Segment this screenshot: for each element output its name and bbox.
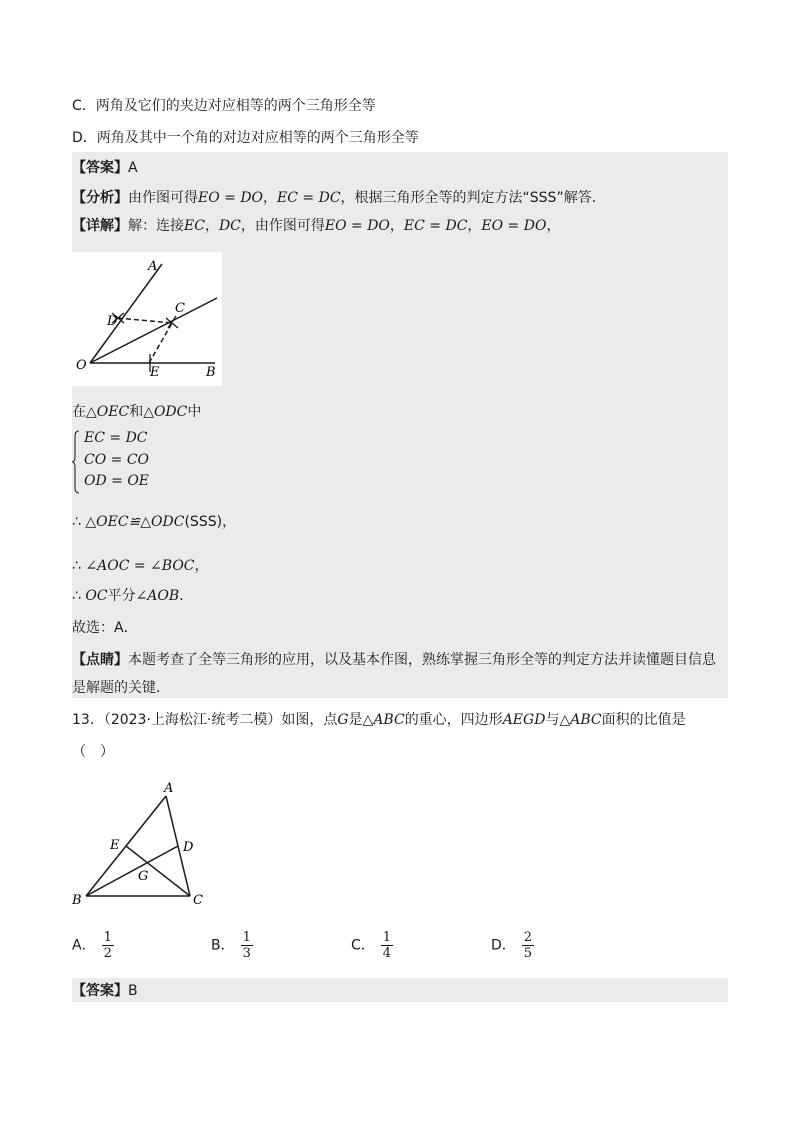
answer-value: A: [128, 160, 138, 176]
option-label: C．: [351, 937, 375, 954]
quad-aegd: AEGD: [502, 712, 546, 728]
detail-tag: 【详解】: [72, 218, 128, 234]
angle-aob: ∠AOB: [135, 588, 180, 604]
eq-eo-do: EO = DO: [481, 218, 547, 234]
ray-oc: [90, 298, 217, 363]
eq-ec-dc: EC = DC: [403, 218, 468, 234]
denominator: 2: [103, 946, 112, 961]
numerator: 1: [382, 930, 392, 945]
fraction: [522, 930, 534, 961]
therefore-symbol: ∴: [72, 558, 81, 574]
comment-tag: 【点睛】: [72, 652, 128, 668]
q12-comment-line-2: 是解题的关键．: [72, 680, 170, 696]
q12-bisector-line: [72, 586, 193, 606]
eq-eo-do: EO = DO: [198, 190, 264, 206]
centroid-figure: [72, 776, 212, 910]
option-label: B．: [211, 937, 235, 954]
q13-option-b[interactable]: [211, 930, 253, 961]
label-d: D: [183, 840, 194, 855]
therefore-symbol: ∴: [72, 588, 81, 604]
triangle-oec: △OEC: [86, 404, 130, 420]
label-e: E: [110, 838, 120, 853]
question-number: 13．: [72, 712, 104, 728]
stem-text-1: 如图，点: [281, 712, 338, 728]
label-d: D: [107, 314, 118, 329]
detail-text-2: ，由作图可得: [240, 218, 325, 234]
ray-oa: [90, 264, 162, 363]
congruence-statement: △OEC≌△ODC: [85, 514, 185, 530]
label-b: B: [206, 365, 216, 380]
system-row-2: CO = CO: [84, 452, 150, 468]
fraction: [241, 930, 253, 961]
point-g: G: [337, 712, 349, 728]
segment-dc-dashed: [118, 318, 172, 323]
comma: ，: [222, 514, 237, 530]
system-row-3: OD = OE: [84, 473, 150, 489]
q12-option-d: D．两角及其中一个角的对边对应相等的两个三角形全等: [72, 130, 419, 146]
q13-paren-line: （ ）: [72, 744, 114, 760]
stem-text-4: 与: [545, 712, 560, 728]
detail-text-1: 解：连接: [128, 218, 184, 234]
period: ．: [179, 588, 194, 604]
q13-answer-line: [72, 981, 138, 1001]
sep: ，: [467, 218, 482, 234]
label-b: B: [72, 893, 82, 908]
answer-tag: 【答案】: [72, 160, 128, 176]
system-brace: [72, 430, 80, 494]
centroid-diagram: [72, 776, 212, 910]
numerator: 1: [103, 930, 112, 945]
bisects-text: 平分: [107, 588, 136, 604]
label-c: C: [193, 893, 203, 908]
answer-value: B: [128, 983, 138, 999]
eq-eo-do: EO = DO: [324, 218, 390, 234]
q13-stem-line: [72, 710, 686, 730]
sss-tag: (SSS): [184, 514, 223, 530]
fraction: [102, 930, 114, 961]
q12-choice-line: 故选：A．: [72, 620, 138, 636]
triangle-abc: △ABC: [362, 712, 405, 728]
q12-triangles-line: [72, 402, 201, 422]
sep: ，: [389, 218, 404, 234]
question-source: （2023·上海松江·统考二模）: [103, 712, 282, 728]
label-o: O: [76, 358, 87, 373]
eq-ec-dc: EC = DC: [277, 190, 341, 206]
q13-option-d[interactable]: [491, 930, 534, 961]
analysis-text-2: ，根据三角形全等的判定方法“SSS”解答．: [340, 190, 606, 206]
segment-dc: DC: [218, 218, 241, 234]
tail-comma: ，: [546, 218, 561, 234]
q12-detail-line: [72, 216, 560, 236]
analysis-text-1: 由作图可得: [128, 190, 198, 206]
stem-text-5: 面积的比值是: [601, 712, 686, 728]
option-label: A．: [72, 937, 96, 954]
mid-text: 中: [187, 404, 202, 420]
label-e: E: [150, 365, 160, 380]
fraction: [381, 930, 393, 961]
label-c: C: [175, 301, 185, 316]
answer-tag: 【答案】: [72, 983, 128, 999]
median-bd: [86, 846, 178, 896]
triangle-abc: △ABC: [559, 712, 602, 728]
system-row-1: EC = DC: [84, 430, 148, 446]
segment-ec: EC: [184, 218, 205, 234]
option-label: D．: [491, 937, 516, 954]
and-text: 和: [129, 404, 144, 420]
label-a: A: [164, 781, 174, 796]
stem-text-2: 是: [348, 712, 363, 728]
comment-text-1: 本题考查了全等三角形的应用，以及基本作图，熟练掌握三角形全等的判定方法并读懂题目信息: [128, 652, 716, 668]
therefore-symbol: ∴: [72, 514, 81, 530]
q12-comment-line-1: [72, 650, 716, 670]
stem-text-3: 的重心，四边形: [404, 712, 503, 728]
label-g: G: [138, 869, 149, 884]
numerator: 1: [242, 930, 251, 945]
q12-angle-line: [72, 556, 209, 576]
q13-option-c[interactable]: [351, 930, 393, 961]
q12-congruent-line: [72, 512, 236, 532]
q12-answer-line: [72, 158, 138, 178]
angle-bisector-figure: [72, 252, 222, 386]
denominator: 4: [382, 946, 392, 961]
q13-option-a[interactable]: [72, 930, 114, 961]
sep: ，: [263, 190, 278, 206]
segment-ec-dashed: [149, 323, 172, 363]
denominator: 5: [523, 946, 533, 961]
triangle-odc: △ODC: [143, 404, 188, 420]
q13-answer-shade: [72, 978, 728, 1002]
sep: ，: [204, 218, 219, 234]
analysis-tag: 【分析】: [72, 190, 128, 206]
numerator: 2: [523, 930, 533, 945]
q12-option-c: C．两角及它们的夹边对应相等的两个三角形全等: [72, 98, 376, 114]
denominator: 3: [242, 946, 251, 961]
segment-oc: OC: [85, 588, 108, 604]
comma: ，: [194, 558, 209, 574]
angle-equality: ∠AOC = ∠BOC: [85, 558, 195, 574]
angle-bisector-diagram: [72, 252, 222, 386]
in-text: 在: [72, 404, 86, 420]
label-a: A: [148, 259, 158, 274]
q12-analysis-line: [72, 188, 606, 208]
